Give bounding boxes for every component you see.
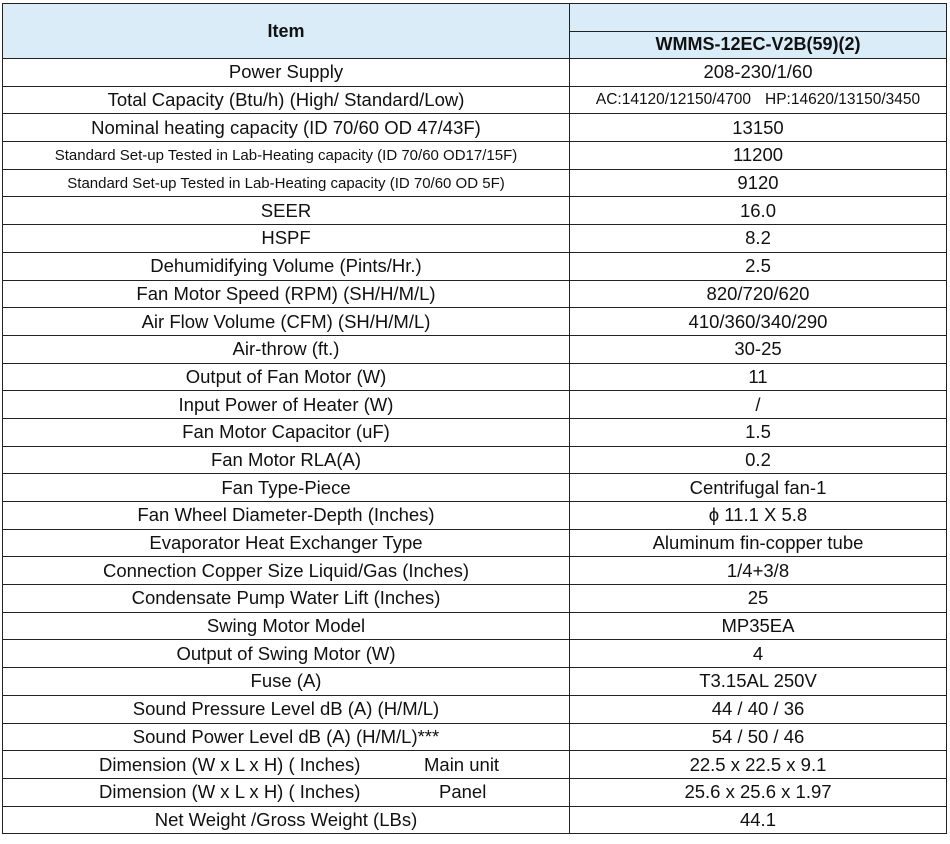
table-row xyxy=(3,640,947,668)
table-row xyxy=(3,557,947,585)
table-row xyxy=(3,723,947,751)
dimension-sublabel: Panel xyxy=(439,781,487,803)
row-label: Output of Fan Motor (W) xyxy=(3,363,570,391)
row-value: 44.1 xyxy=(570,806,947,834)
row-label: Sound Pressure Level dB (A) (H/M/L) xyxy=(3,695,570,723)
row-value: Centrifugal fan-1 xyxy=(570,474,947,502)
row-label: Fan Type-Piece xyxy=(3,474,570,502)
row-label: Fan Motor Speed (RPM) (SH/H/M/L) xyxy=(3,280,570,308)
table-row xyxy=(3,59,947,87)
row-value: ϕ 11.1 X 5.8 xyxy=(570,502,947,530)
model-header: WMMS-12EC-V2B(59)(2) xyxy=(570,31,947,59)
row-label: Standard Set-up Tested in Lab-Heating capacity (ID 70/60 OD17/15F) xyxy=(3,142,570,170)
table-row xyxy=(3,446,947,474)
row-label: Nominal heating capacity (ID 70/60 OD 47/43F) xyxy=(3,114,570,142)
row-value: 820/720/620 xyxy=(570,280,947,308)
dimension-label: Dimension (W x L x H) ( Inches) xyxy=(99,781,361,803)
table-row xyxy=(3,695,947,723)
row-label: Power Supply xyxy=(3,59,570,87)
table-row xyxy=(3,86,947,114)
row-value: 2.5 xyxy=(570,252,947,280)
dimension-label: Dimension (W x L x H) ( Inches) xyxy=(99,753,361,775)
table-row xyxy=(3,612,947,640)
table-row xyxy=(3,668,947,696)
table-row xyxy=(3,335,947,363)
row-label xyxy=(3,751,570,779)
row-label: HSPF xyxy=(3,225,570,253)
row-value: MP35EA xyxy=(570,612,947,640)
row-label: Air-throw (ft.) xyxy=(3,335,570,363)
row-label: Total Capacity (Btu/h) (High/ Standard/Low) xyxy=(3,86,570,114)
table-row xyxy=(3,197,947,225)
table-row xyxy=(3,280,947,308)
row-label: Standard Set-up Tested in Lab-Heating capacity (ID 70/60 OD 5F) xyxy=(3,169,570,197)
table-row xyxy=(3,169,947,197)
row-value: 8.2 xyxy=(570,225,947,253)
table-row xyxy=(3,252,947,280)
row-value: 13150 xyxy=(570,114,947,142)
row-label: Fan Motor Capacitor (uF) xyxy=(3,418,570,446)
table-row xyxy=(3,778,947,806)
row-value: Aluminum fin-copper tube xyxy=(570,529,947,557)
row-label: Net Weight /Gross Weight (LBs) xyxy=(3,806,570,834)
row-label: Fan Wheel Diameter-Depth (Inches) xyxy=(3,502,570,530)
row-value: 25.6 x 25.6 x 1.97 xyxy=(570,778,947,806)
row-value: 0.2 xyxy=(570,446,947,474)
table-row xyxy=(3,418,947,446)
row-value: 54 / 50 / 46 xyxy=(570,723,947,751)
item-header: Item xyxy=(3,4,570,59)
row-label xyxy=(3,778,570,806)
row-value: 208-230/1/60 xyxy=(570,59,947,87)
header-blank-cell xyxy=(570,4,947,32)
header-row xyxy=(3,4,947,32)
table-row xyxy=(3,529,947,557)
row-value: 9120 xyxy=(570,169,947,197)
row-value: T3.15AL 250V xyxy=(570,668,947,696)
row-value: 11 xyxy=(570,363,947,391)
row-value: 22.5 x 22.5 x 9.1 xyxy=(570,751,947,779)
row-label: Condensate Pump Water Lift (Inches) xyxy=(3,585,570,613)
table-row xyxy=(3,114,947,142)
dimension-sublabel: Main unit xyxy=(424,753,500,775)
row-label: SEER xyxy=(3,197,570,225)
row-label: Output of Swing Motor (W) xyxy=(3,640,570,668)
table-row xyxy=(3,502,947,530)
row-value: 16.0 xyxy=(570,197,947,225)
row-value: 44 / 40 / 36 xyxy=(570,695,947,723)
table-row xyxy=(3,142,947,170)
row-label: Evaporator Heat Exchanger Type xyxy=(3,529,570,557)
table-row xyxy=(3,751,947,779)
row-label: Air Flow Volume (CFM) (SH/H/M/L) xyxy=(3,308,570,336)
row-value: 410/360/340/290 xyxy=(570,308,947,336)
row-value: 30-25 xyxy=(570,335,947,363)
table-row xyxy=(3,474,947,502)
row-label: Sound Power Level dB (A) (H/M/L)*** xyxy=(3,723,570,751)
row-value: 4 xyxy=(570,640,947,668)
row-label: Swing Motor Model xyxy=(3,612,570,640)
table-row xyxy=(3,585,947,613)
hp-capacity-value: HP:14620/13150/3450 xyxy=(765,91,921,109)
row-value: 25 xyxy=(570,585,947,613)
ac-capacity-value: AC:14120/12150/4700 xyxy=(595,91,751,109)
table-row xyxy=(3,806,947,834)
table-row xyxy=(3,308,947,336)
row-value: 11200 xyxy=(570,142,947,170)
row-value: / xyxy=(570,391,947,419)
table-row xyxy=(3,225,947,253)
row-label: Connection Copper Size Liquid/Gas (Inches) xyxy=(3,557,570,585)
row-label: Dehumidifying Volume (Pints/Hr.) xyxy=(3,252,570,280)
row-value: 1.5 xyxy=(570,418,947,446)
row-value xyxy=(570,86,947,114)
row-label: Input Power of Heater (W) xyxy=(3,391,570,419)
spec-table xyxy=(2,3,947,834)
table-row xyxy=(3,391,947,419)
row-label: Fan Motor RLA(A) xyxy=(3,446,570,474)
row-value: 1/4+3/8 xyxy=(570,557,947,585)
table-row xyxy=(3,363,947,391)
row-label: Fuse (A) xyxy=(3,668,570,696)
